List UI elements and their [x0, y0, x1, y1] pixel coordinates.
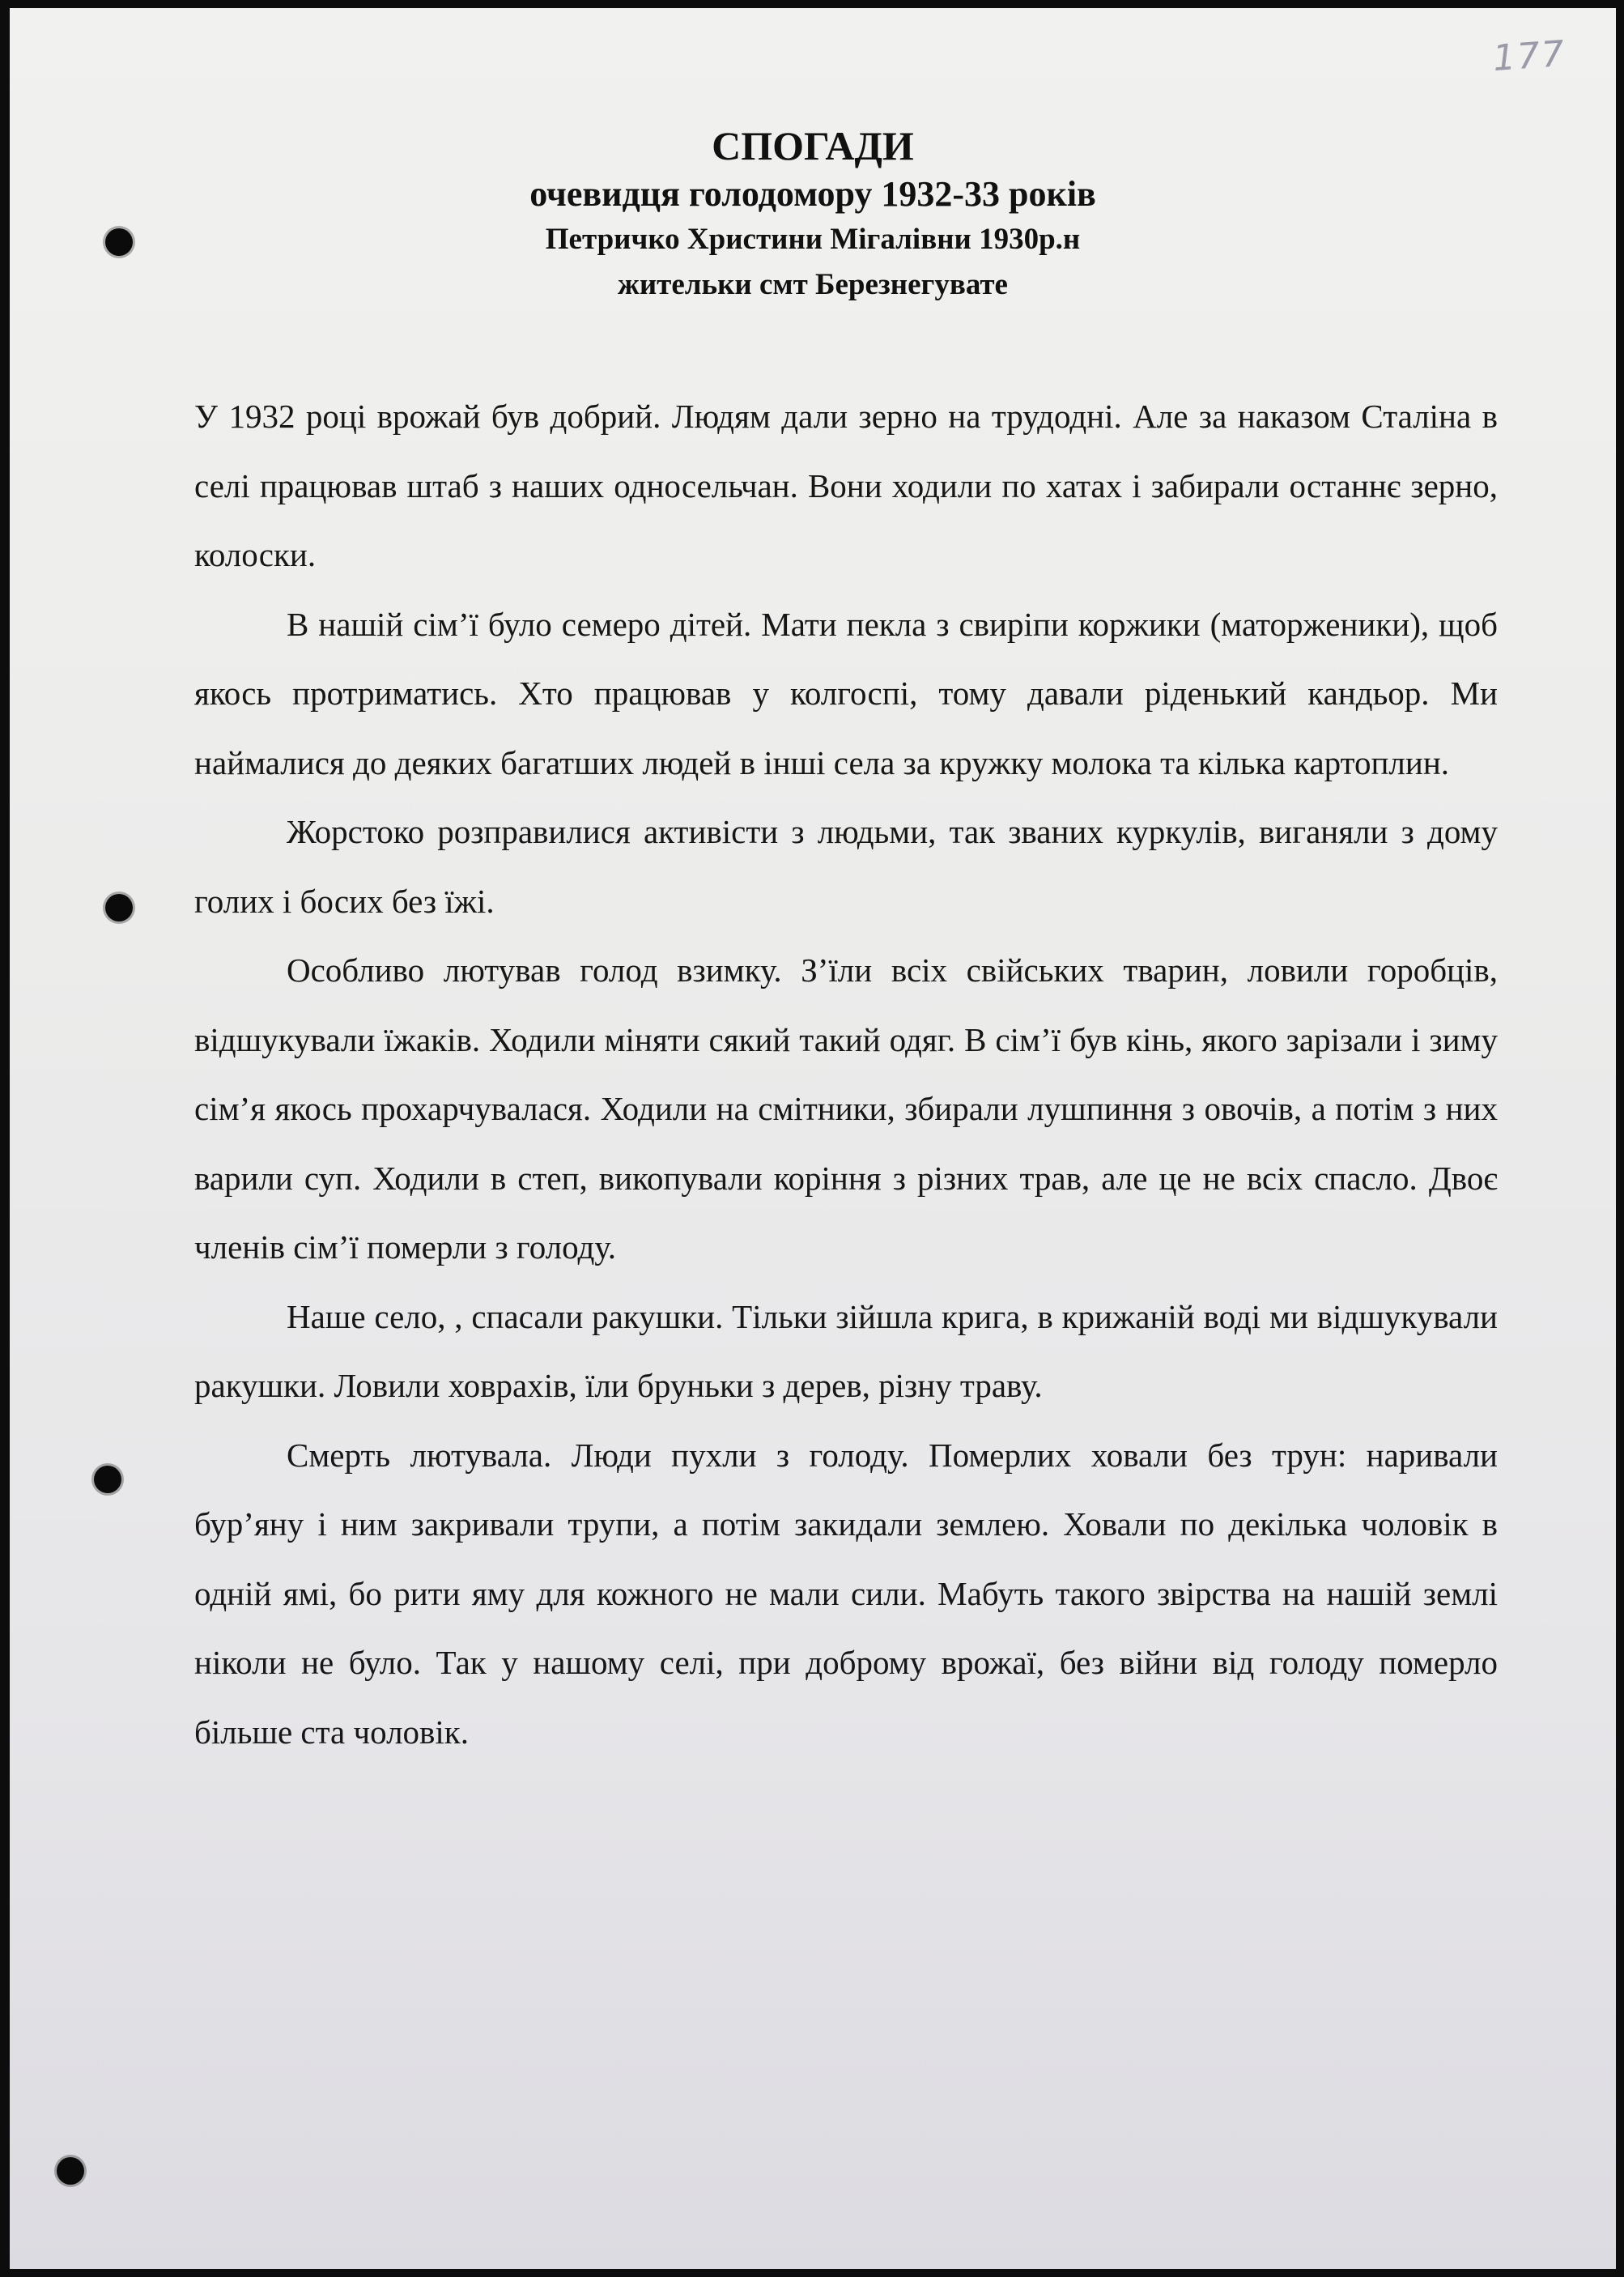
paragraph: Жорстоко розправилися активісти з людьми, так званих куркулів, виганяли з дому голих і босих без їжі.	[194, 813, 1498, 920]
witness-residence: жительки смт Березнегувате	[618, 268, 1008, 301]
paragraph: Наше село, , спасали ракушки. Тільки зійшла крига, в крижаній воді ми відшукували ракушки. Ловили ховрахів, їли бруньки з дерев, різну траву.	[194, 1297, 1498, 1404]
paragraph: Смерть лютувала. Люди пухли з голоду. Померлих ховали без трун: наривали бур’яну і ним закривали трупи, а потім закидали землею. Ховали по декілька чоловік в одній ямі, бо рити яму для кожного не мали сили. Мабуть такого звірства на нашій землі ніколи не було. Так у нашому селі, при доброму врожаї, без війни від голоду померло більше ста чоловік.	[194, 1436, 1498, 1751]
punch-hole	[57, 2157, 84, 2185]
document-title: СПОГАДИ	[712, 123, 914, 168]
paragraph: Особливо лютував голод взимку. З’їли всіх свійських тварин, ловили горобців, відшукували їжаків. Ходили міняти сякий такий одяг. В сім’ї був кінь, якого зарізали і зиму сім’я якось прохарчувалася. Ходили на смітники, збирали лушпиння з овочів, а потім з них варили суп. Ходили в степ, викопували коріння з різних трав, але це не всіх спасло. Двоє членів сім’ї померли з голоду.	[194, 951, 1498, 1266]
page-number: 177	[1491, 32, 1567, 80]
paragraph: В нашій сім’ї було семеро дітей. Мати пекла з свиріпи коржики (маторженики), щоб якось протриматись. Хто працював у колгоспі, тому давали ріденький кандьор. Ми наймалися до деяких багатших людей в інші села за кружку молока та кілька картоплин.	[194, 605, 1498, 781]
document-page	[10, 8, 1616, 2269]
document-body	[194, 382, 1498, 1767]
document-header	[10, 120, 1616, 308]
paragraph: У 1932 році врожай був добрий. Людям дали зерно на трудодні. Але за наказом Сталіна в селі працював штаб з наших односельчан. Вони ходили по хатах і забирали останнє зерно, колоски.	[194, 398, 1498, 573]
punch-hole	[105, 894, 133, 921]
document-subtitle: очевидця голодомору 1932-33 років	[529, 174, 1096, 214]
witness-name: Петричко Христини Мігалівни 1930р.н	[545, 223, 1081, 256]
punch-hole	[94, 1466, 121, 1493]
